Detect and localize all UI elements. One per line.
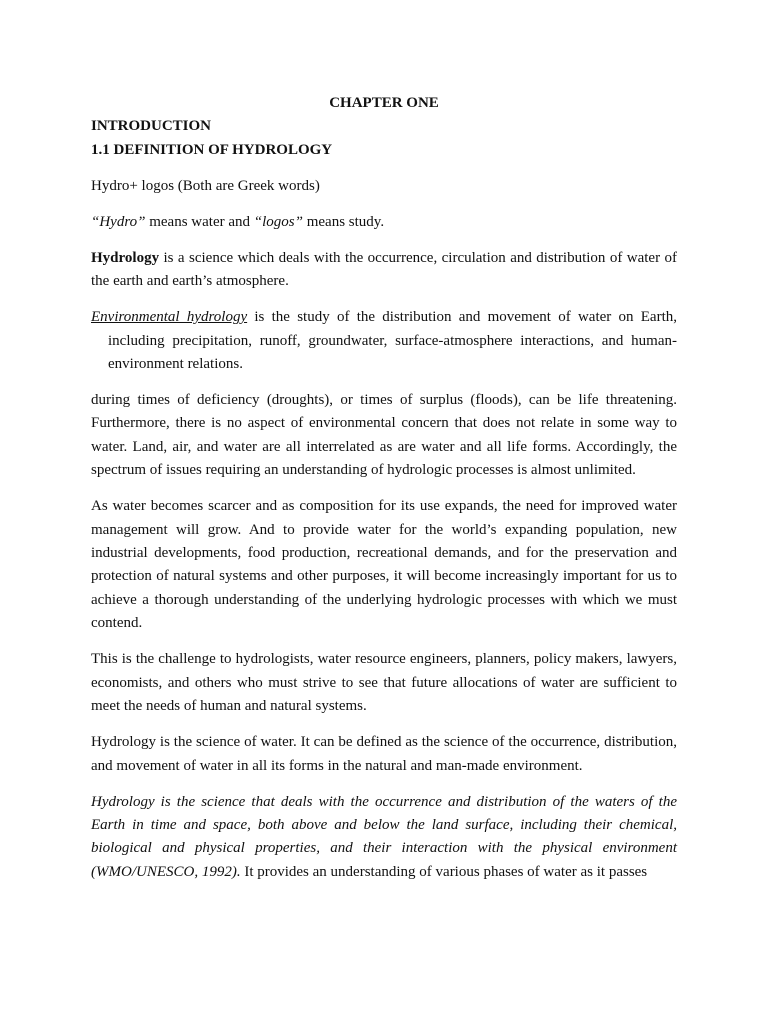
term-logos: “logos” [253,213,303,230]
section-heading-definition: 1.1 DEFINITION OF HYDROLOGY [91,141,333,158]
meaning-mid: means water and [145,213,254,230]
section-heading-introduction: INTRODUCTION [91,118,212,135]
term-environmental-hydrology: Environmental hydrology [91,309,248,326]
wmo-italic-quote: Hydrology is the science that deals with the occurrence and distribution of the waters of the Earth in time and space, both above and below the land surface, including their chemical, biological and physical properties, and their interaction with the physical environment (WMO/UNESCO, 1992). [91,793,677,880]
paragraph-definition [91,247,677,294]
paragraph-challenge: This is the challenge to hydrologists, water resource engineers, planners, policy makers, lawyers, economists, and others who must strive to see that future allocations of water are sufficient to meet the needs of human and natural systems. [91,651,677,715]
paragraph-science-of-water: Hydrology is the science of water. It can be defined as the science of the occurrence, distribution, and movement of water in all its forms in the natural and man-made environment. [91,734,677,774]
paragraph-meaning [91,211,677,234]
term-hydro: “Hydro” [91,213,146,230]
environmental-text: is the study of the distribution and movement of water on Earth, including precipitation, runoff, groundwater, surface-atmosphere interactions, and human-environment relations. [108,309,678,373]
paragraph-scarcer: As water becomes scarcer and as composition for its use expands, the need for improved water management will grow. And to provide water for the world’s expanding population, new industrial developments, food production, recreational demands, and for the preservation and protection of natural systems and other purposes, it will become increasingly important for us to achieve a thorough understanding of the underlying hydrologic processes with which we must contend. [91,498,677,632]
term-hydrology: Hydrology [91,249,160,266]
chapter-title: CHAPTER ONE [329,95,439,111]
paragraph-wmo-definition [91,791,677,885]
paragraph-deficiency: during times of deficiency (droughts), or times of surplus (floods), can be life threatening. Furthermore, there is no aspect of environmental concern that does not relate in some way to water. Land, air, and water are all interrelated as are water and all life forms. Accordingly, the spectrum of issues requiring an understanding of hydrologic processes is almost unlimited. [91,392,677,479]
meaning-end: means study. [302,213,385,230]
wmo-text: It provides an understanding of various phases of water as it passes [240,863,648,880]
definition-text: is a science which deals with the occurrence, circulation and distribution of water of the earth and earth’s atmosphere. [91,249,677,290]
document-page [91,92,677,884]
paragraph-environmental-hydrology [91,306,677,376]
paragraph-hydro-logos: Hydro+ logos (Both are Greek words) [91,177,320,194]
